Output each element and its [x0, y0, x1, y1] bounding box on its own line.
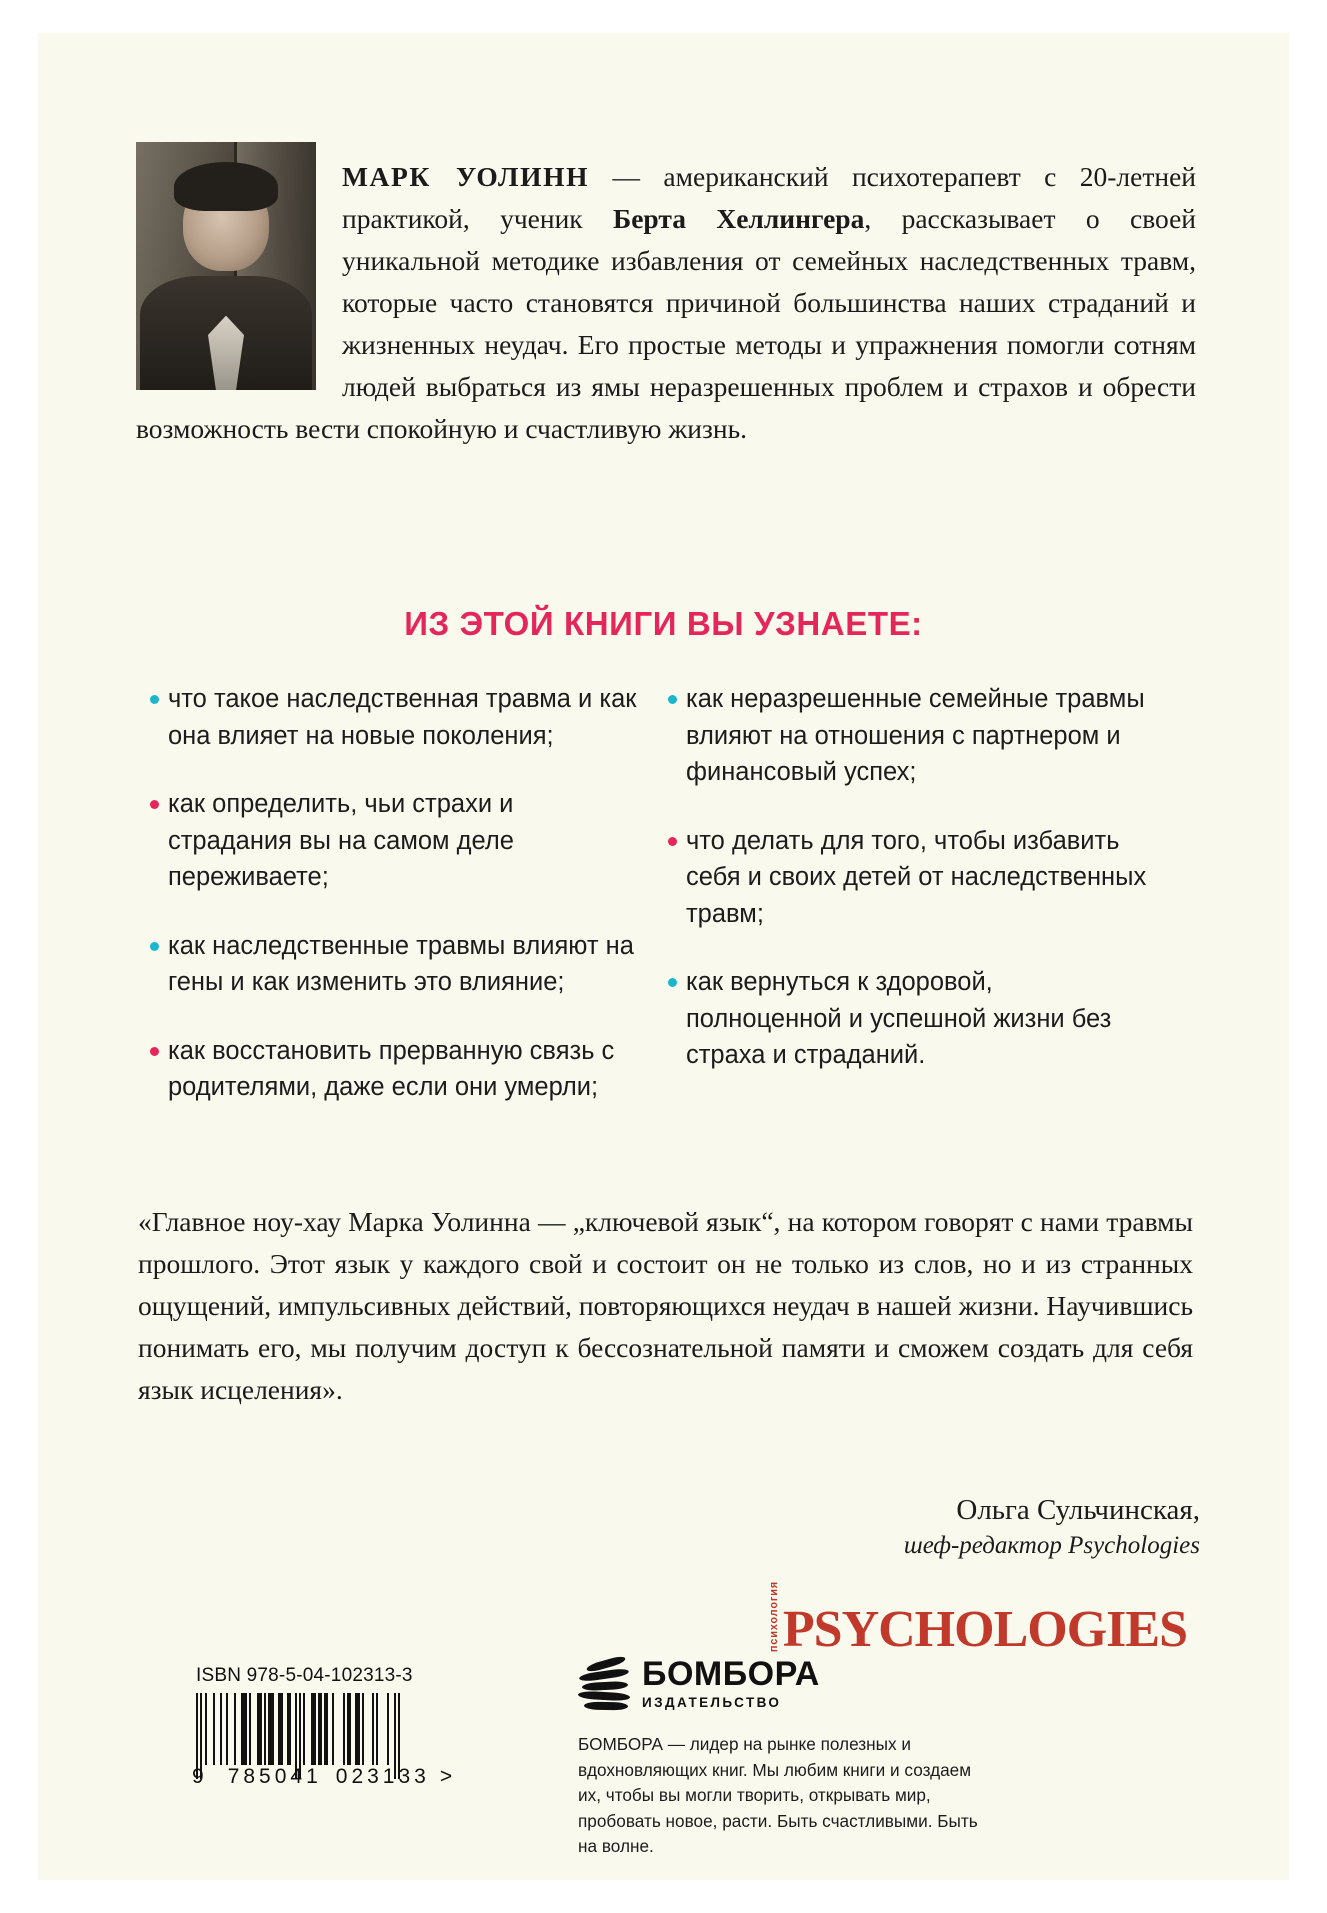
benefits-column-left: [150, 681, 640, 1138]
intro-dash: —: [589, 160, 664, 192]
quote-author-role: шеф-редактор Psychologies: [903, 1532, 1200, 1559]
publisher-subtitle: ИЗДАТЕЛЬСТВО: [642, 1695, 782, 1710]
review-quote: «Главное ноу-хау Марка Уолинна — „ключевой язык“, на котором говорят с нами травмы прошлого. Этот язык у каждого свой и состоит он не только из слов, но и из странных ощущений, импульсивных действий, повторяющихся неудач в нашей жизни. Научившись понимать его, мы получим доступ к бессознательной памяти и сможем создать для себя язык исцеления».: [138, 1206, 1193, 1405]
publisher-blurb: БОМБОРА — лидер на рынке полезных и вдохновляющих книг. Мы любим книги и создаем их, чтобы вы могли творить, открывать мир, пробовать новое, расти. Быть счастливыми. Быть на волне.: [578, 1734, 978, 1856]
bullet-dot-icon: [150, 942, 159, 951]
bullet-dot-icon: [150, 1047, 159, 1056]
psychologies-logo: [767, 1581, 1187, 1659]
benefits-columns: [150, 681, 1180, 1138]
barcode-digits: [192, 1765, 460, 1789]
publisher-wordmark: БОМБОРА: [642, 1655, 820, 1693]
barcode-group-1: 785041: [227, 1765, 322, 1788]
list-item: [150, 1033, 640, 1106]
barcode-trailing: >: [439, 1765, 457, 1788]
list-item-label: что такое наследственная травма и как она влияет на новые поколения;: [168, 685, 637, 750]
list-item: [150, 681, 640, 754]
barcode-block: [190, 1665, 460, 1789]
bombora-wave-icon: [578, 1658, 630, 1710]
list-item: [150, 786, 640, 896]
list-item-label: как восстановить прерванную связь с родителями, даже если они умерли;: [168, 1036, 615, 1101]
barcode-group-2: 023133: [335, 1765, 430, 1788]
bullet-dot-icon: [150, 695, 159, 704]
quote-attribution: [138, 1491, 1200, 1563]
publisher-block: [578, 1657, 978, 1860]
section-heading: ИЗ ЭТОЙ КНИГИ ВЫ УЗНАЕТЕ:: [404, 605, 923, 642]
list-item: [668, 681, 1148, 791]
back-cover-page: [38, 33, 1289, 1880]
list-item-label: как вернуться к здоровой, полноценной и успешной жизни без страха и страданий.: [686, 968, 1112, 1069]
bullet-dot-icon: [668, 978, 677, 987]
bullet-dot-icon: [668, 837, 677, 846]
intro-part-2: , рассказывает о своей уникальной методике избавления от семейных наследственных травм, которые часто становятся причиной большинства наших страданий и жизненных неудач. Его простые методы и упражнения помогли сотням людей выбраться из ямы неразрешенных проблем и страхов и обрести возможность вести спокойную и счастливую жизнь.: [136, 202, 1196, 444]
author-intro-block: [136, 128, 1196, 477]
list-item: [668, 823, 1148, 933]
list-item-label: как определить, чьи страхи и страдания вы на самом деле переживаете;: [168, 790, 514, 891]
psychologies-vertical-label: психология: [767, 1581, 780, 1653]
list-item-label: как неразрешенные семейные травмы влияют на отношения с партнером и финансовый успех;: [686, 685, 1145, 786]
list-item: [668, 964, 1148, 1074]
quote-author-name: Ольга Сульчинская,: [956, 1494, 1200, 1526]
list-item-label: как наследственные травмы влияют на гены и как изменить это влияние;: [168, 931, 634, 996]
list-item-label: что делать для того, чтобы избавить себя и своих детей от наследственных травм;: [686, 826, 1147, 928]
bullet-dot-icon: [668, 695, 677, 704]
isbn-label: ISBN 978-5-04-102313-3: [196, 1665, 413, 1686]
barcode-lead-digit: 9: [192, 1765, 208, 1788]
psychologies-wordmark: PSYCHOLOGIES: [782, 1601, 1187, 1659]
intro-part-1: американский психотерапевт с 20-летней практикой, ученик: [342, 160, 1197, 234]
mentor-name: Берта Хеллингера: [613, 202, 865, 234]
bullet-dot-icon: [150, 800, 159, 809]
author-portrait: [136, 142, 316, 390]
benefits-column-right: [668, 681, 1148, 1138]
author-name: МАРК УОЛИНН: [342, 160, 590, 192]
list-item: [150, 928, 640, 1001]
